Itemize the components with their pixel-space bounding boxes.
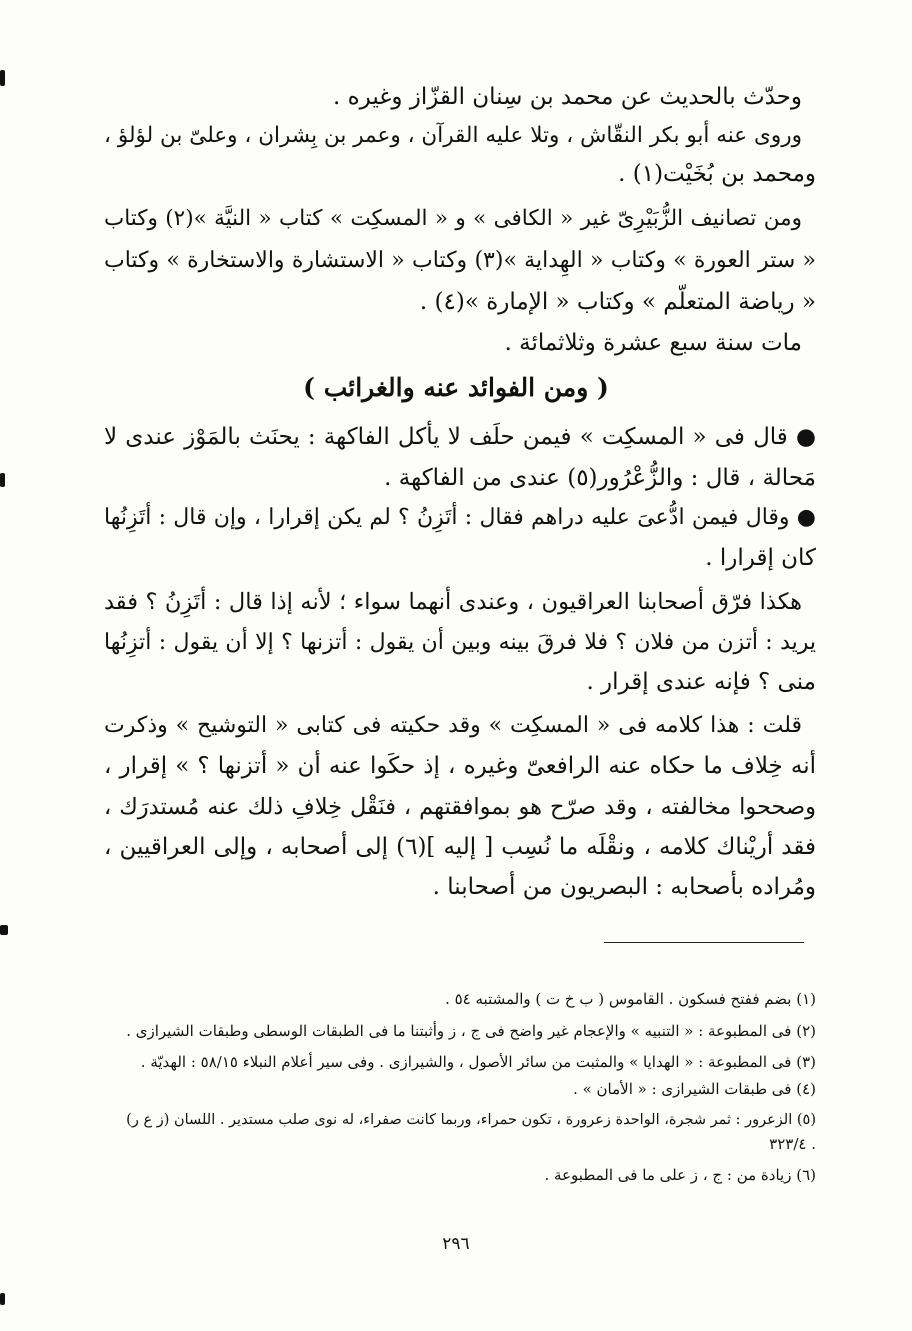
body-line: مَحالة ، قال : والزُّعْرُور(٥) عندى من الفاكهة . xyxy=(384,465,816,491)
body-line: « ستر العورة » وكتاب « الهِداية »(٣) وكتاب « الاستشارة والاستخارة » وكتاب xyxy=(104,248,816,273)
footnote: . ٣٢٣/٤ xyxy=(769,1135,816,1153)
scan-mark xyxy=(0,70,5,86)
body-line: ● قال فى « المسكِت » فيمن حلَف لا يأكل الفاكهة : يحنَث بالمَوْز عندى لا xyxy=(104,424,816,450)
body-line: أنه خِلاف ما حكاه عنه الرافعىّ وغيره ، إذ حكَوا عنه أن « أتزنها ؟ » إقرار ، xyxy=(104,753,816,779)
body-line: ومحمد بن بُخَيْت(١) . xyxy=(618,161,816,187)
body-line: قلت : هذا كلامه فى « المسكِت » وقد حكيته فى كتابى « التوشيح » وذكرت xyxy=(104,713,802,738)
footnote: (٤) فى طبقات الشيرازى : « الأمان » . xyxy=(573,1080,816,1098)
body-line: ومُراده بأصحابه : البصريون من أصحابنا . xyxy=(432,874,816,900)
footnote: (٥) الزعرور : ثمر شجرة، الواحدة زعرورة ، تكون حمراء، وربما كانت صفراء، له نوى صلب مستدير . اللسان (ز ع ر) xyxy=(126,1112,816,1128)
body-line: هكذا فرّق أصحابنا العراقيون ، وعندى أنهما سواء ؛ لأنه إذا قال : أتَزِنُ ؟ فقد xyxy=(104,589,802,615)
footnote: (٣) فى المطبوعة : « الهدايا » والمثبت من سائر الأصول ، والشيرازى . وفى سير أعلام النبلاء ٥٨/١٥ : الهديّة . xyxy=(140,1053,816,1071)
footnote-rule xyxy=(604,942,804,943)
body-line: ● وقال فيمن ادُّعىَ عليه دراهم فقال : أتَزِنُ ؟ لم يكن إقرارا ، وإن قال : أتَزِنُها xyxy=(104,505,816,530)
section-heading: ( ومن الفوائد عنه والغرائب ) xyxy=(303,373,609,402)
body-line: منى ؟ فإنه عندى إقرار . xyxy=(586,669,816,695)
footnote: (٦) زيادة من : ج ، ز على ما فى المطبوعة . xyxy=(544,1166,816,1184)
body-line: وروى عنه أبو بكر النقّاش ، وتلا عليه القرآن ، وعمر بن بِشران ، وعلىّ بن لؤلؤ ، xyxy=(104,123,802,148)
body-line: يريد : أتزن من فلان ؟ فلا فرقَ بينه وبين أن يقول : أتزنها ؟ إلا أن يقول : أتزِنُها xyxy=(104,630,816,655)
body-line: ومن تصانيف الزُّبَيْرِىّ غير « الكافى » و « المسكِت » كتاب « النيَّة »(٢) وكتاب xyxy=(104,206,802,231)
body-line: وصححوا مخالفته ، وقد صرّح هو بموافقتهم ، فنَقْل خِلافِ ذلك عنه مُستدرَك ، xyxy=(104,794,816,820)
scan-mark xyxy=(0,1293,5,1305)
scan-mark xyxy=(0,925,8,935)
scan-mark xyxy=(0,473,5,487)
body-line: كان إقرارا . xyxy=(705,545,816,571)
footnote: (٢) فى المطبوعة : « التنبيه » والإعجام غير واضح فى ج ، ز وأثبتنا ما فى الطبقات الوسطى وطبقات الشيرازى . xyxy=(126,1022,816,1040)
footnote: (١) بضم ففتح فسكون . القاموس ( ب خ ت ) والمشتبه ٥٤ . xyxy=(445,990,816,1008)
body-line: « رياضة المتعلّم » وكتاب « الإمارة »(٤) . xyxy=(419,289,816,315)
body-line: فقد أريْناك كلامه ، ونقْلَه ما نُسِب [ إليه ](٦) إلى أصحابه ، وإلى العراقيين ، xyxy=(104,834,817,860)
page-number: ٢٩٦ xyxy=(442,1234,470,1254)
body-line: مات سنة سبع عشرة وثلاثمائة . xyxy=(504,330,802,356)
body-line: وحدّث بالحديث عن محمد بن سِنان القزّاز وغيره . xyxy=(333,84,802,110)
